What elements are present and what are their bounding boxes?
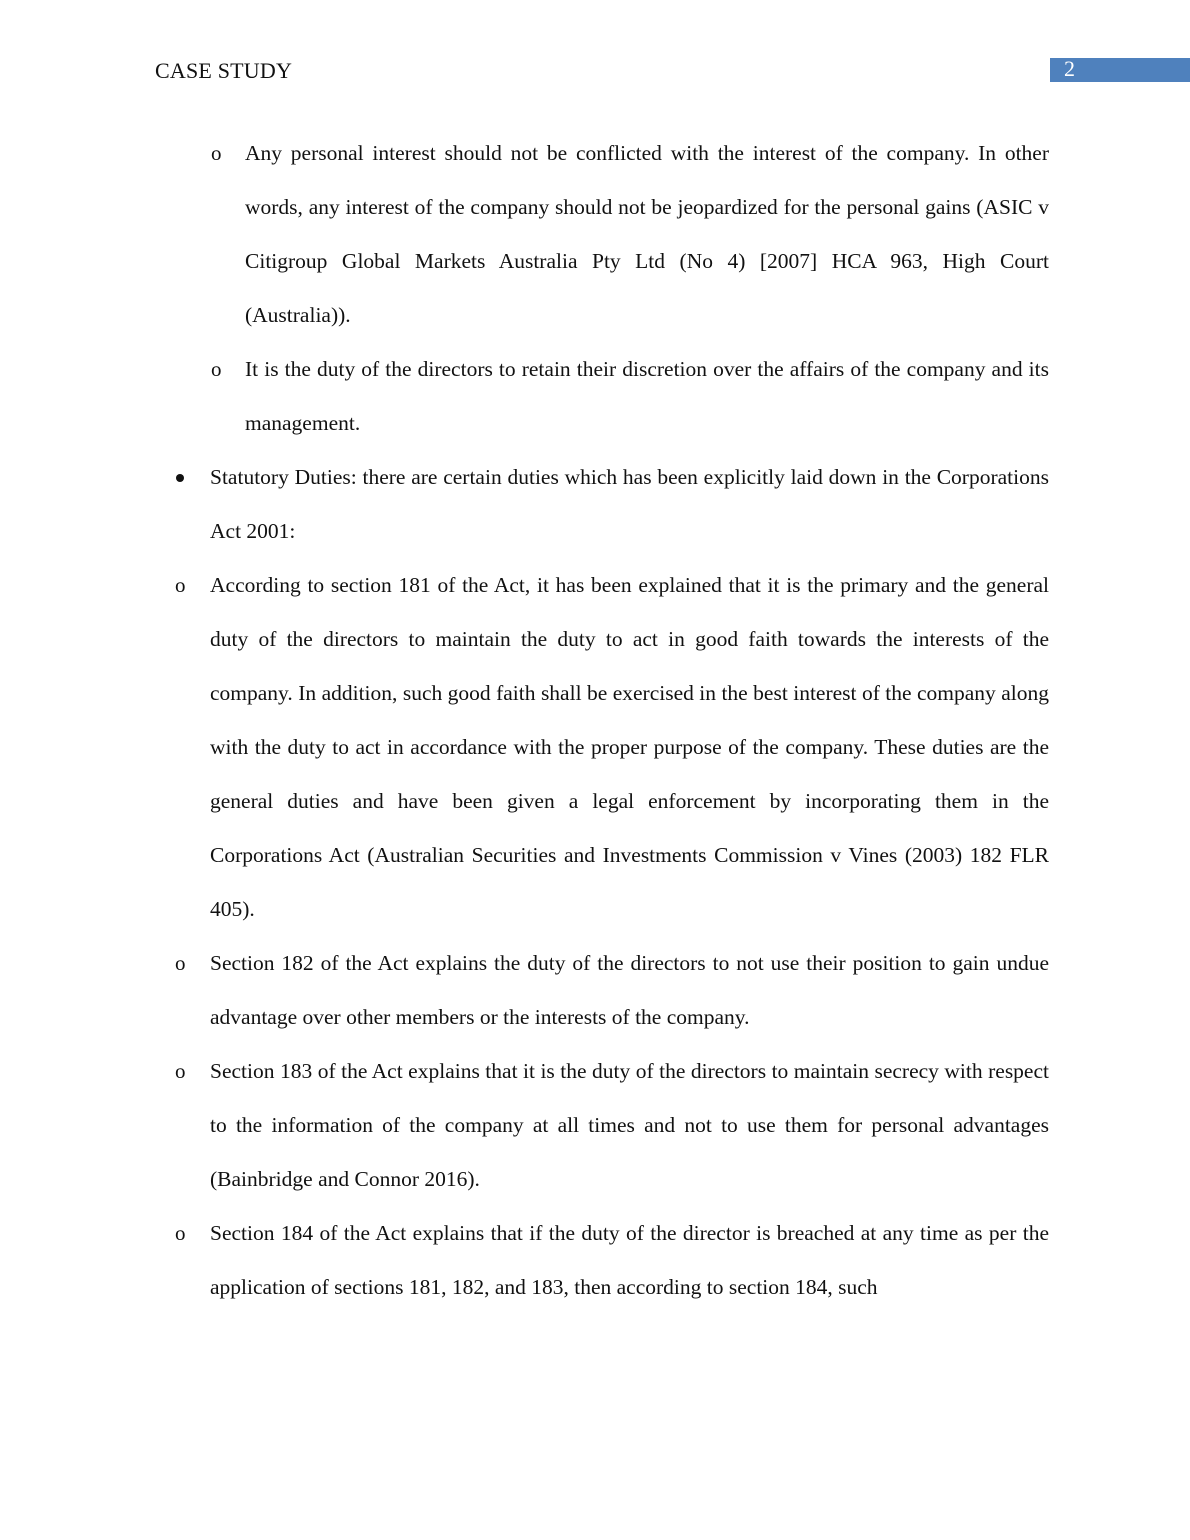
page-number: 2 bbox=[1064, 56, 1075, 81]
list-item-text: Section 183 of the Act explains that it is the duty of the directors to maintain secrecy with respect to the information of the company at all times and not to use them for personal advantages (Bainbridge and Connor 2016). bbox=[210, 1059, 1049, 1191]
hollow-bullet-icon: o bbox=[175, 1059, 186, 1083]
document-body bbox=[0, 126, 1190, 1314]
filled-bullet-icon bbox=[176, 474, 184, 482]
list-item-text: Statutory Duties: there are certain duties which has been explicitly laid down in the Corporations Act 2001: bbox=[210, 465, 1049, 543]
page-header bbox=[0, 0, 1190, 100]
page-number-box bbox=[1050, 58, 1190, 82]
list-item-text: According to section 181 of the Act, it has been explained that it is the primary and the general duty of the directors to maintain the duty to act in good faith towards the interests of the company. In addition, such good faith shall be exercised in the best interest of the company along with the duty to act in accordance with the proper purpose of the company. These duties are the general duties and have been given a legal enforcement by incorporating them in the Corporations Act (Australian Securities and Investments Commission v Vines (2003) 182 FLR 405). bbox=[210, 573, 1049, 921]
list-item-sub bbox=[0, 1044, 1190, 1206]
list-item-sub bbox=[0, 558, 1190, 936]
hollow-bullet-icon: o bbox=[211, 141, 222, 165]
hollow-bullet-icon: o bbox=[175, 951, 186, 975]
list-item-sub bbox=[0, 342, 1190, 450]
header-title: CASE STUDY bbox=[155, 58, 293, 83]
hollow-bullet-icon: o bbox=[211, 357, 222, 381]
hollow-bullet-icon: o bbox=[175, 1221, 186, 1245]
list-item-text: Section 182 of the Act explains the duty of the directors to not use their position to gain undue advantage over other members or the interests of the company. bbox=[210, 951, 1049, 1029]
list-item-main bbox=[0, 450, 1190, 558]
list-item-sub bbox=[0, 126, 1190, 342]
hollow-bullet-icon: o bbox=[175, 573, 186, 597]
list-item-sub bbox=[0, 936, 1190, 1044]
list-item-text: Section 184 of the Act explains that if the duty of the director is breached at any time as per the application of sections 181, 182, and 183, then according to section 184, such bbox=[210, 1221, 1049, 1299]
list-item-text: Any personal interest should not be conflicted with the interest of the company. In other words, any interest of the company should not be jeopardized for the personal gains (ASIC v Citigroup Global Markets Australia Pty Ltd (No 4) [2007] HCA 963, High Court (Australia)). bbox=[245, 141, 1049, 327]
list-item-sub bbox=[0, 1206, 1190, 1314]
list-item-text: It is the duty of the directors to retain their discretion over the affairs of the company and its management. bbox=[245, 357, 1049, 435]
